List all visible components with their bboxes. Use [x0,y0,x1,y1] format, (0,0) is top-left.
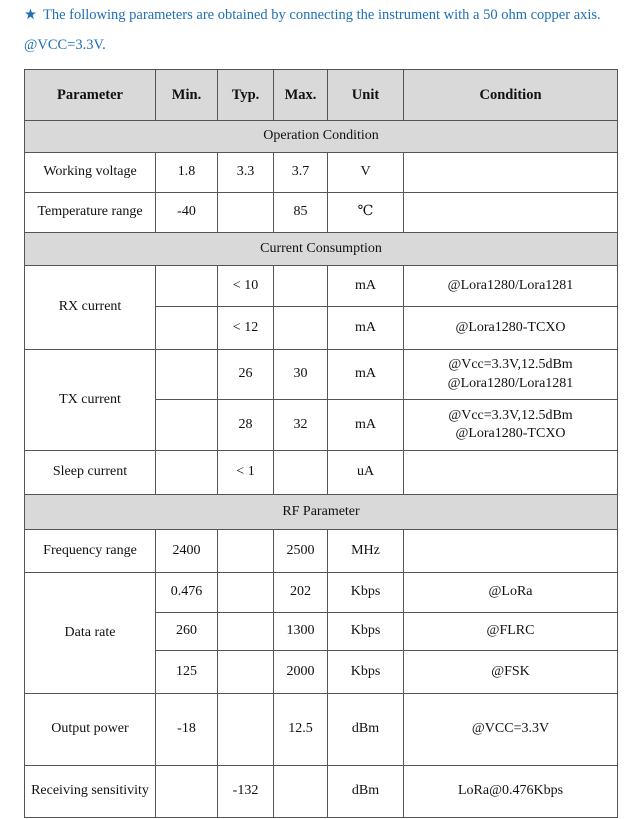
table-header-row [25,70,618,121]
cell-typ: < 1 [218,451,274,495]
cell-unit: ℃ [328,193,404,233]
cell-min [156,451,218,495]
note-text-1: The following parameters are obtained by connecting the instrument with a 50 ohm copper axis. [43,7,601,23]
cell-condition [404,350,618,400]
cell-condition: @Lora1280-TCXO [404,307,618,350]
header-condition: Condition [404,70,618,121]
cell-unit: MHz [328,530,404,573]
cell-max [274,766,328,818]
header-unit: Unit [328,70,404,121]
table-row [25,694,618,766]
cell-typ [218,694,274,766]
cell-min [156,766,218,818]
cell-typ: < 12 [218,307,274,350]
cell-param: Working voltage [25,153,156,193]
cell-typ: < 10 [218,266,274,307]
condition-line: @Vcc=3.3V,12.5dBm [448,357,573,373]
cell-typ [218,651,274,694]
cell-min [156,266,218,307]
cell-min: 2400 [156,530,218,573]
condition-line: @Lora1280-TCXO [455,426,566,441]
cell-param: RX current [25,266,156,350]
note-line-1 [24,7,601,24]
cell-typ [218,613,274,651]
cell-typ [218,530,274,573]
cell-condition [404,193,618,233]
cell-condition [404,530,618,573]
cell-unit: dBm [328,694,404,766]
condition-line: @Vcc=3.3V,12.5dBm [448,407,573,423]
header-min: Min. [156,70,218,121]
cell-typ [218,193,274,233]
cell-condition: @FSK [404,651,618,694]
section-rf: RF Parameter [25,495,618,530]
cell-condition: @VCC=3.3V [404,694,618,766]
table-row [25,350,618,400]
section-row [25,233,618,266]
cell-max [274,451,328,495]
cell-min: 0.476 [156,573,218,613]
header-typ: Typ. [218,70,274,121]
cell-max [274,266,328,307]
cell-condition: LoRa@0.476Kbps [404,766,618,818]
cell-unit: uA [328,451,404,495]
cell-max: 1300 [274,613,328,651]
table-row [25,451,618,495]
table-row [25,530,618,573]
cell-condition: @Lora1280/Lora1281 [404,266,618,307]
table-row [25,573,618,613]
cell-unit: mA [328,350,404,400]
header-max: Max. [274,70,328,121]
section-operation: Operation Condition [25,121,618,153]
cell-condition [404,451,618,495]
cell-min: 125 [156,651,218,694]
cell-max: 12.5 [274,694,328,766]
cell-min: -18 [156,694,218,766]
cell-condition: @LoRa [404,573,618,613]
cell-param: Frequency range [25,530,156,573]
cell-typ: 26 [218,350,274,400]
cell-condition: @FLRC [404,613,618,651]
cell-max: 2500 [274,530,328,573]
parameter-table [24,69,618,818]
section-current: Current Consumption [25,233,618,266]
cell-param: Receiving sensitivity [25,766,156,818]
header-parameter: Parameter [25,70,156,121]
section-row [25,495,618,530]
cell-param: Data rate [25,573,156,694]
cell-min [156,400,218,451]
cell-unit: dBm [328,766,404,818]
cell-min [156,350,218,400]
cell-unit: Kbps [328,573,404,613]
table-row [25,193,618,233]
cell-max: 85 [274,193,328,233]
note-line-2: @VCC=3.3V. [24,37,106,53]
cell-max: 32 [274,400,328,451]
cell-typ: 3.3 [218,153,274,193]
cell-min [156,307,218,350]
table-row [25,266,618,307]
cell-typ: -132 [218,766,274,818]
cell-condition [404,153,618,193]
cell-max [274,307,328,350]
cell-min: -40 [156,193,218,233]
cell-unit: mA [328,266,404,307]
cell-max: 2000 [274,651,328,694]
star-icon: ★ [24,7,37,23]
cell-unit: mA [328,307,404,350]
cell-min: 1.8 [156,153,218,193]
cell-max: 202 [274,573,328,613]
cell-typ [218,573,274,613]
cell-min: 260 [156,613,218,651]
cell-param: Output power [25,694,156,766]
cell-max: 3.7 [274,153,328,193]
cell-condition [404,400,618,451]
cell-unit: Kbps [328,613,404,651]
cell-unit: V [328,153,404,193]
cell-typ: 28 [218,400,274,451]
cell-unit: Kbps [328,651,404,694]
cell-unit: mA [328,400,404,451]
section-row [25,121,618,153]
table-row [25,766,618,818]
table-row [25,153,618,193]
cell-param: TX current [25,350,156,451]
condition-line: @Lora1280/Lora1281 [447,375,574,391]
cell-max: 30 [274,350,328,400]
cell-param: Sleep current [25,451,156,495]
cell-param: Temperature range [25,193,156,233]
